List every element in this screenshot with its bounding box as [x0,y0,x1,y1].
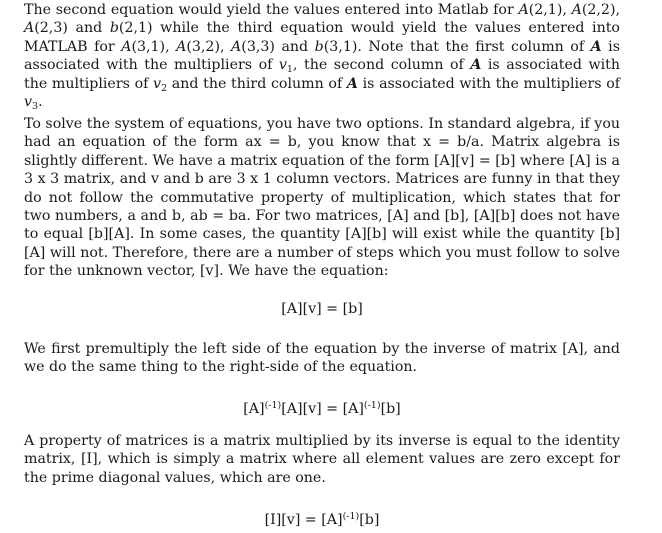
eq-superscript: (-1) [363,400,381,411]
equation-premultiplied [24,400,620,418]
text-run: (3,1), [131,38,177,55]
paragraph-premultiply: We first premultiply the left side of the equation by the inverse of matrix [A], and we do the same thing to the right-side of the equation. [24,341,620,376]
equation-av-equals-b: [A][v] = [b] [281,301,363,317]
text-run: is associated with the multipliers of [24,38,620,74]
math-var: v [24,94,33,111]
text-run: , the second column of [292,57,471,74]
text-run: (2,1), [528,2,572,18]
math-var: v [153,75,162,92]
text-run: (2,3) and [34,20,110,37]
paragraph-matlab-entries [24,1,620,111]
math-matrix-bold: A [346,75,358,92]
eq-text: [A] [243,401,265,417]
text-run: (3,2), [186,38,232,55]
eq-text: [b] [359,512,380,528]
text-run: (2,1) while the third equation would yield the values entered into MATLAB for [24,20,620,55]
equation-identity [24,511,620,529]
paragraph-identity-matrix: A property of matrices is a matrix multiplied by its inverse is equal to the identity matrix, [I], which is simply a matrix where all element values are zero except for the prime diagonal values, which are one. [24,433,620,486]
eq-text: [I][v] = [A] [264,512,343,528]
eq-superscript: (-1) [342,511,360,522]
text-run: and the third column of [167,75,347,92]
math-var: A [121,38,132,55]
math-var: b [109,20,119,37]
math-matrix-bold: A [590,38,602,55]
math-var: A [518,2,529,18]
text-run: (2,2), [581,2,621,18]
math-subscript: 1 [286,64,293,76]
text-run: (3,3) and [241,38,315,55]
paragraph-solving-options: To solve the system of equations, you have two options. In standard algebra, if you had an equation of the form ax = b, you know that x = b/a. Matrix algebra is slightly different. We have a matrix equation of the form [A][v] = [b] where [A] is a 3 x 3 matrix, and v and b are 3 x 1 column vectors. Matrices are funny in that they do not follow the commutative property of multiplication, which states that for two numbers, a and b, ab = ba. For two matrices, [A] and [b], [A][b] does not have to equal [b][A]. In some cases, the quantity [A][b] will exist while the quantity [b][A] will not. Therefore, there are a number of steps which you must follow to solve for the unknown vector, [v]. We have the equation: [24,116,620,280]
math-var: A [571,2,582,18]
text-run: is associated with the multipliers of [24,57,620,92]
math-var: A [231,38,242,55]
eq-superscript: (-1) [264,400,282,411]
math-subscript: 3 [32,101,39,113]
math-subscript: 2 [161,82,168,94]
text-run: is associated with the multipliers of [357,75,620,92]
text-run: The second equation would yield the values entered into Matlab for [24,2,519,18]
math-var: A [24,20,35,37]
math-var: b [314,38,324,55]
math-matrix-bold: A [470,57,482,74]
eq-text: [b] [380,401,401,417]
math-var: A [176,38,187,55]
eq-text: [A][v] = [A] [281,401,364,417]
text-run: . [38,94,43,111]
math-var: v [278,57,287,74]
text-run: (3,1). Note that the first column of [323,38,591,55]
